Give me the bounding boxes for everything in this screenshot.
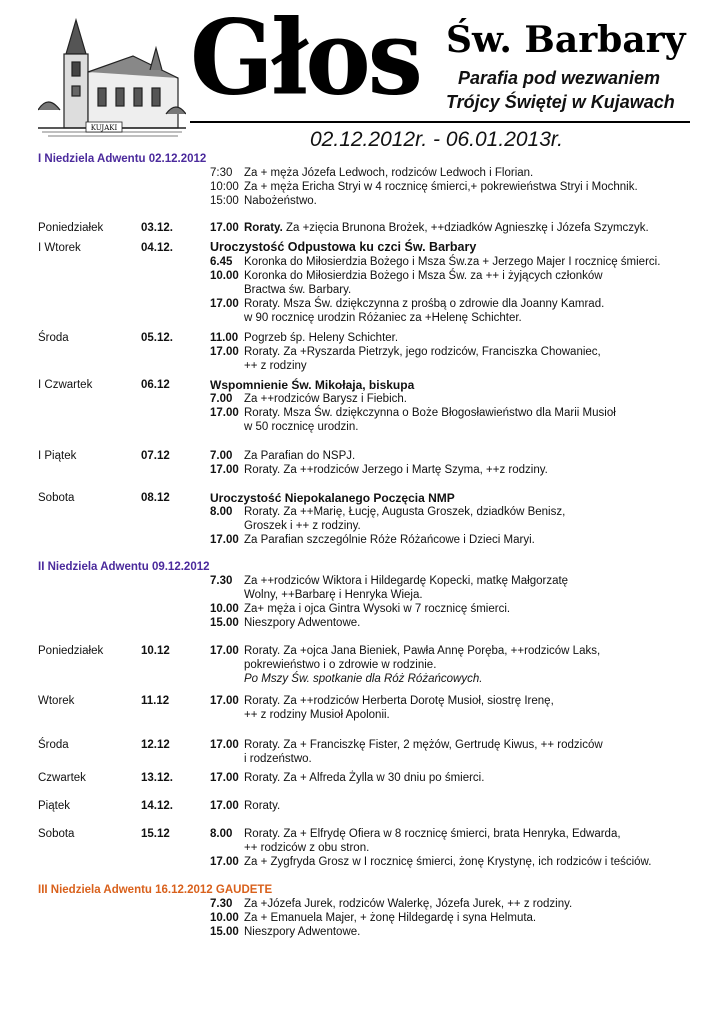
day-date: 14.12. — [141, 800, 173, 812]
day-name: I Czwartek — [38, 379, 93, 391]
mass-entry: 10.00 Koronka do Miłosierdzia Bożego i Msza Św. za ++ i żyjących członków — [210, 270, 603, 282]
mass-entry: 8.00 Roraty. Za + Elfrydę Ofiera w 8 rocznicę śmierci, brata Henryka, Edwarda, — [210, 828, 621, 840]
sunday-heading: III Niedziela Adwentu 16.12.2012 GAUDETE — [38, 884, 273, 896]
newsletter-title-saint: Św. Barbary — [446, 19, 686, 61]
day-name: Sobota — [38, 492, 75, 504]
day-date: 08.12 — [141, 492, 170, 504]
mass-entry: 17.00 Roraty. Za + Franciszkę Fister, 2 mężów, Gertrudę Kiwus, ++ rodziców — [210, 739, 603, 751]
mass-entry: 10.00 Za + Emanuela Majer, + żonę Hildegardę i syna Helmuta. — [210, 912, 537, 924]
mass-entry: 10:00 Za + męża Ericha Stryi w 4 rocznicę śmierci,+ pokrewieństwa Stryi i Mochnik. — [210, 181, 638, 193]
mass-entry: 8.00 Roraty. Za ++Marię, Łucję, Augusta Groszek, dziadków Benisz, — [210, 506, 566, 518]
day-date: 05.12. — [141, 332, 173, 344]
day-date: 11.12 — [141, 695, 170, 707]
mass-entry: 17.00 Roraty. Msza Św. dziękczynna z prośbą o zdrowie dla Joanny Kamrad. — [210, 298, 605, 310]
mass-entry: 6.45 Koronka do Miłosierdzia Bożego i Msza Św.za + Jerzego Majer I rocznicę śmierci. — [210, 256, 661, 268]
sunday-heading: II Niedziela Adwentu 09.12.2012 — [38, 561, 210, 573]
mass-entry: 17.00 Roraty. Za +Ryszarda Pietrzyk, jego rodziców, Franciszka Chowaniec, — [210, 346, 601, 358]
mass-entry: 17.00 Roraty. Za + Alfreda Żylla w 30 dniu po śmierci. — [210, 772, 485, 784]
date-range: 02.12.2012r. - 06.01.2013r. — [310, 128, 563, 151]
mass-entry: 7:30 Za + męża Józefa Ledwoch, rodziców Ledwoch i Florian. — [210, 167, 534, 179]
day-date: 15.12 — [141, 828, 170, 840]
mass-entry: 17.00 Roraty. Msza Św. dziękczynna o Boże Błogosławieństwo dla Marii Musioł — [210, 407, 616, 419]
mass-entry: 17.00 Roraty. Za ++rodziców Herberta Dorotę Musioł, siostrę Irenę, — [210, 695, 554, 707]
day-date: 06.12 — [141, 379, 170, 391]
day-name: Czwartek — [38, 772, 86, 784]
church-illustration — [38, 14, 186, 142]
mass-entry: 15.00 Nieszpory Adwentowe. — [210, 617, 361, 629]
newsletter-header — [0, 0, 725, 165]
mass-entry-continued: Bractwa św. Barbary. — [244, 284, 352, 296]
mass-entry-continued: Groszek i ++ z rodziny. — [244, 520, 361, 532]
day-name: Piątek — [38, 800, 70, 812]
mass-entry: 17.00 Za + Zygfryda Grosz w I rocznicę śmierci, żonę Krystynę, ich rodziców i teściów. — [210, 856, 652, 868]
mass-entry-continued: w 90 rocznicę urodzin Różaniec za +Helenę Schichter. — [244, 312, 522, 324]
mass-entry-continued: i rodzeństwo. — [244, 753, 312, 765]
mass-entry: 17.00 Roraty. Za ++rodziców Jerzego i Martę Szyma, ++z rodziny. — [210, 464, 548, 476]
mass-entry: 7.30 Za +Józefa Jurek, rodziców Walerkę, Józefa Jurek, ++ z rodziny. — [210, 898, 573, 910]
mass-entry-continued: ++ z rodziny Musioł Apolonii. — [244, 709, 390, 721]
mass-entry: 17.00 Roraty. — [210, 800, 281, 812]
mass-entry: 10.00 Za+ męża i ojca Gintra Wysoki w 7 rocznicę śmierci. — [210, 603, 511, 615]
day-date: 13.12. — [141, 772, 173, 784]
day-date: 03.12. — [141, 222, 173, 234]
day-name: Sobota — [38, 828, 75, 840]
day-date: 04.12. — [141, 242, 173, 254]
mass-entry-continued: w 50 rocznicę urodzin. — [244, 421, 359, 433]
sunday-heading: I Niedziela Adwentu 02.12.2012 — [38, 153, 207, 165]
day-name: Poniedziałek — [38, 645, 104, 657]
mass-entry: 7.00 Za Parafian do NSPJ. — [210, 450, 356, 462]
day-name: Środa — [38, 332, 69, 344]
day-date: 07.12 — [141, 450, 170, 462]
day-name: Poniedziałek — [38, 222, 104, 234]
church-caption: KUJAKI — [90, 124, 118, 132]
day-name: I Piątek — [38, 450, 77, 462]
newsletter-title: Głos — [190, 0, 420, 119]
parish-subtitle-line1: Parafia pod wezwaniem — [458, 68, 661, 88]
day-date: 12.12 — [141, 739, 170, 751]
feast-title: Uroczystość Odpustowa ku czci Św. Barbary — [210, 240, 477, 254]
mass-entry: 15.00 Nieszpory Adwentowe. — [210, 926, 361, 938]
mass-entry-continued: ++ rodziców z obu stron. — [244, 842, 370, 854]
mass-entry: 17.00 Roraty. Za +ojca Jana Bieniek, Pawła Annę Poręba, ++rodziców Laks, — [210, 645, 601, 657]
day-name: Wtorek — [38, 695, 75, 707]
feast-title: Uroczystość Niepokalanego Poczęcia NMP — [210, 491, 455, 505]
mass-entry: 11.00 Pogrzeb śp. Heleny Schichter. — [210, 332, 399, 344]
day-name: I Wtorek — [38, 242, 81, 254]
mass-entry-continued: ++ z rodziny — [244, 360, 307, 372]
mass-entry: 7.30 Za ++rodziców Wiktora i Hildegardę Kopecki, matkę Małgorzatę — [210, 575, 569, 587]
day-name: Środa — [38, 739, 69, 751]
mass-entry: 7.00 Za ++rodziców Barysz i Fiebich. — [210, 393, 407, 405]
announcement-note: Po Mszy Św. spotkanie dla Róż Różańcowych. — [244, 673, 483, 685]
feast-title: Wspomnienie Św. Mikołaja, biskupa — [210, 378, 415, 392]
mass-entry-continued: pokrewieństwo i o zdrowie w rodzinie. — [244, 659, 437, 671]
mass-entry-continued: Wolny, ++Barbarę i Henryka Wieja. — [244, 589, 423, 601]
header-divider — [190, 121, 690, 123]
parish-subtitle-line2: Trójcy Świętej w Kujawach — [446, 92, 675, 112]
mass-entry: 17.00 Roraty. Za +zięcia Brunona Brożek, ++dziadków Agnieszkę i Józefa Szymczyk. — [210, 222, 649, 234]
mass-entry: 17.00 Za Parafian szczególnie Róże Różańcowe i Dzieci Maryi. — [210, 534, 535, 546]
mass-entry: 15:00 Nabożeństwo. — [210, 195, 317, 207]
day-date: 10.12 — [141, 645, 170, 657]
